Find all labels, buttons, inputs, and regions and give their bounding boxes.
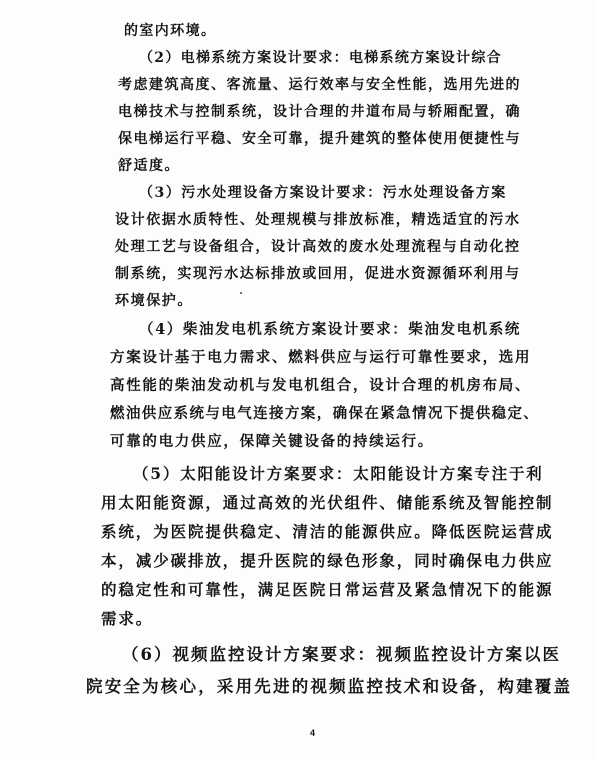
section-4-heading-line: （4）柴油发电机系统方案设计要求：柴油发电机系统	[139, 321, 521, 338]
section-3-heading-line: （3）污水处理设备方案设计要求：污水处理设备方案	[139, 185, 507, 201]
text-line: 用太阳能资源，通过高效的光伏组件、储能系统及智能控制	[101, 493, 554, 512]
section-2-heading-line: （2）电梯系统方案设计要求：电梯系统方案设计综合	[139, 50, 502, 66]
scan-speck	[240, 292, 242, 294]
text-line: 院安全为核心，采用先进的视频监控技术和设备，构建覆盖	[86, 677, 573, 696]
section-5-heading-line: （5）太阳能设计方案要求：太阳能设计方案专注于利	[133, 464, 544, 483]
text-line: 系统，为医院提供稳定、清洁的能源供应。降低医院运营成	[101, 522, 554, 541]
text-line: 需求。	[101, 609, 154, 628]
text-line: 方案设计基于电力需求、燃料供应与运行可靠性要求，选用	[110, 349, 532, 366]
text-line: 可靠的电力供应，保障关键设备的持续运行。	[110, 433, 434, 450]
text-line: 本，减少碳排放，提升医院的绿色形象，同时确保电力供应	[101, 551, 554, 570]
text-line: 保电梯运行平稳、安全可靠，提升建筑的整体使用便捷性与	[118, 131, 521, 147]
text-line: 处理工艺与设备组合，设计高效的废水处理流程与自动化控	[115, 239, 521, 255]
text-line: 的稳定性和可靠性，满足医院日常运营及紧急情况下的能源	[101, 580, 554, 599]
text-line: 设计依据水质特性、处理规模与排放标准，精选适宜的污水	[115, 212, 521, 228]
text-line: 高性能的柴油发动机与发电机组合，设计合理的机房布局、	[110, 377, 532, 394]
text-line: 考虑建筑高度、客流量、运行效率与安全性能，选用先进的	[118, 77, 521, 93]
text-line: 电梯技术与控制系统，设计合理的井道布局与轿厢配置，确	[118, 104, 521, 120]
text-line: 环境保护。	[115, 293, 193, 309]
page-number: 4	[310, 728, 316, 738]
text-line: 的室内环境。	[124, 23, 217, 39]
section-6-heading-line: （6）视频监控设计方案要求：视频监控设计方案以医	[122, 645, 561, 664]
text-line: 燃油供应系统与电气连接方案，确保在紧急情况下提供稳定、	[110, 405, 540, 422]
text-line: 舒适度。	[118, 158, 180, 174]
text-line: 制系统，实现污水达标排放或回用，促进水资源循环利用与	[115, 266, 521, 282]
